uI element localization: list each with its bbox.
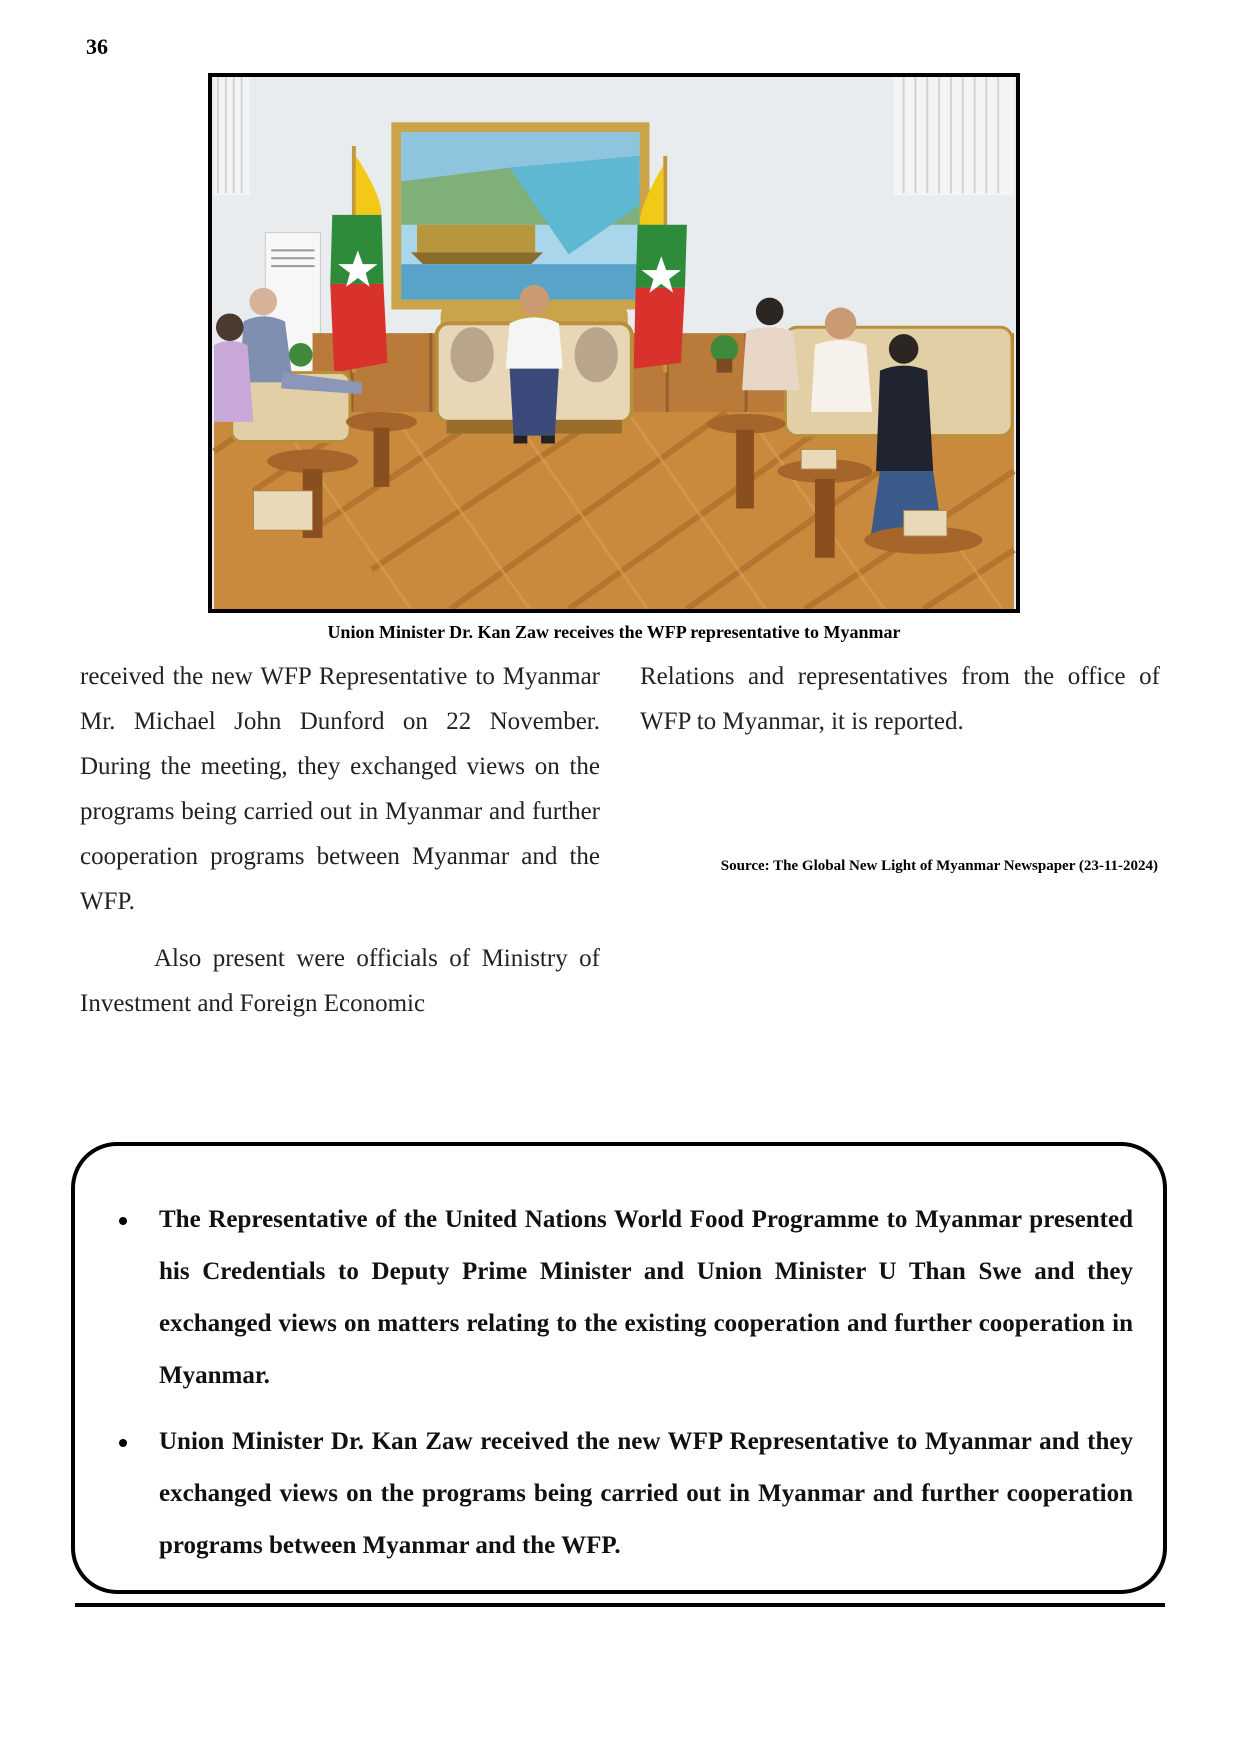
union-minister-figure [519, 285, 549, 315]
summary-bullet-text: The Representative of the United Nations World Food Programme to Myanmar presented his Credentials to Deputy Prime Minister and Union Minister U Than Swe and they exchanged views on matters relating to the existing cooperation and further cooperation in Myanmar. [159, 1206, 1133, 1389]
curtain-right [894, 77, 1014, 195]
summary-bullet-text: Union Minister Dr. Kan Zaw received the new WFP Representative to Myanmar and they exchanged views on the programs being carried out in Myanmar and further cooperation programs between Myanmar and the WFP. [159, 1428, 1133, 1559]
summary-bullet [99, 1416, 1133, 1572]
official-figure-2 [825, 308, 857, 340]
footer-rule [75, 1603, 1165, 1607]
royal-barge [417, 225, 535, 253]
official-figure-3 [889, 334, 919, 364]
bullet-dot-icon [119, 1217, 127, 1225]
summary-bullet [99, 1194, 1133, 1402]
article-column-right [640, 654, 1160, 744]
summary-list [99, 1194, 1133, 1572]
curtain-left [214, 77, 249, 195]
article-paragraph: received the new WFP Representative to Myanmar Mr. Michael John Dunford on 22 November. During the meeting, they exchanged views on the programs being carried out in Myanmar and further cooperation programs between Myanmar and the WFP. [80, 663, 600, 915]
potted-plant [711, 335, 739, 363]
source-credit: Source: The Global New Light of Myanmar Newspaper (23-11-2024) [720, 858, 1158, 874]
photo-caption: Union Minister Dr. Kan Zaw receives the WFP representative to Myanmar [327, 622, 901, 642]
meeting-photo [208, 73, 1020, 613]
article-paragraph: Also present were officials of Ministry of Investment and Foreign Economic [80, 945, 600, 1017]
summary-box [71, 1142, 1167, 1594]
guest-figure-left [216, 313, 244, 341]
article-paragraph: Relations and representatives from the office of WFP to Myanmar, it is reported. [640, 663, 1160, 735]
page-number: 36 [86, 34, 108, 59]
article-column-left [80, 654, 600, 1026]
official-figure-1 [756, 298, 784, 326]
wfp-representative-figure [249, 288, 277, 316]
meeting-photo-illustration [212, 77, 1016, 609]
bullet-dot-icon [119, 1439, 127, 1447]
